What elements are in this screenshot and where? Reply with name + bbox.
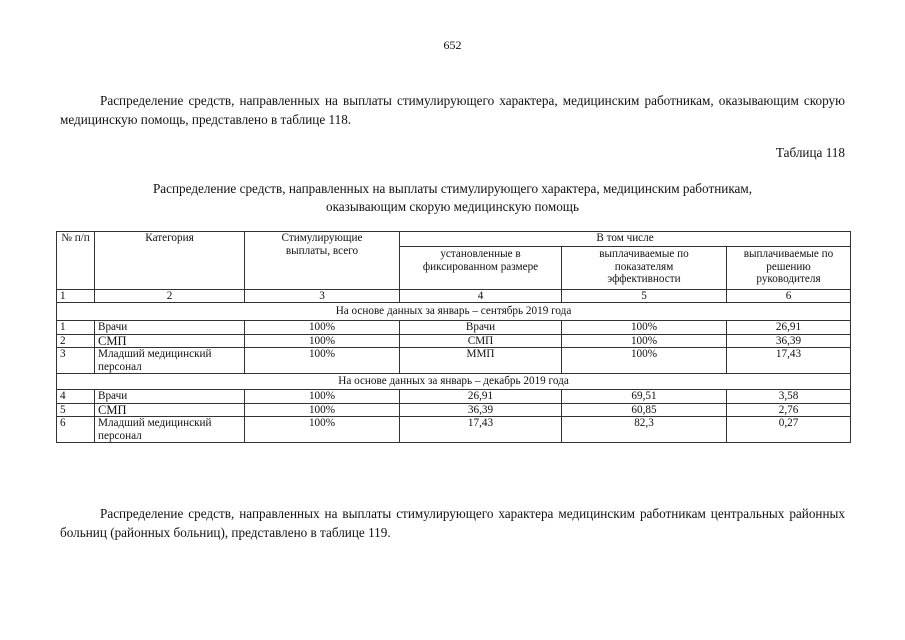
table-row [57, 403, 851, 417]
intro-paragraph: Распределение средств, направленных на выплаты стимулирующего характера, медицинским работникам, оказывающим скорую медицинскую помощь, представлено в таблице 118. [60, 93, 845, 127]
cell-category: Младший медицинский персонал [95, 417, 245, 443]
table-row [57, 417, 851, 443]
cell-manager: 26,91 [727, 320, 851, 334]
section-label: На основе данных за январь – сентябрь 2019 года [57, 303, 851, 321]
table-row [57, 389, 851, 403]
header-fixed: установленные в фиксированном размере [400, 247, 562, 290]
cell-fixed: 26,91 [400, 389, 562, 403]
closing-paragraph: Распределение средств, направленных на выплаты стимулирующего характера медицинским работникам центральных районных больниц (районных больниц), представлено в таблице 119. [60, 506, 845, 540]
cell-no: 3 [57, 348, 95, 374]
cell-fixed: Врачи [400, 320, 562, 334]
cell-total: 100% [245, 320, 400, 334]
header-manager: выплачиваемые по решению руководителя [727, 247, 851, 290]
header-category: Категория [95, 232, 245, 290]
table-title-line2: оказывающим скорую медицинскую помощь [326, 199, 579, 214]
cell-performance: 100% [562, 348, 727, 374]
header-including: В том числе [400, 232, 851, 247]
cell-no: 4 [57, 389, 95, 403]
cell-manager: 0,27 [727, 417, 851, 443]
table-label: Таблица 118 [775, 145, 845, 160]
cell-performance: 100% [562, 334, 727, 348]
cell-fixed: 36,39 [400, 403, 562, 417]
cell-performance: 60,85 [562, 403, 727, 417]
col-num: 2 [95, 289, 245, 303]
header-performance: выплачиваемые по показателям эффективности [562, 247, 727, 290]
table-body [57, 289, 851, 443]
section-row [57, 374, 851, 390]
table-row [57, 320, 851, 334]
distribution-table [56, 231, 851, 443]
cell-no: 2 [57, 334, 95, 348]
header-no: № п/п [57, 232, 95, 290]
cell-no: 6 [57, 417, 95, 443]
col-num: 4 [400, 289, 562, 303]
section-row [57, 303, 851, 321]
header-total: Стимулирующие выплаты, всего [245, 232, 400, 290]
cell-total: 100% [245, 403, 400, 417]
cell-manager: 36,39 [727, 334, 851, 348]
cell-category: Врачи [95, 389, 245, 403]
col-num: 3 [245, 289, 400, 303]
page-number: 652 [443, 38, 462, 52]
header-row [57, 232, 851, 247]
cell-manager: 2,76 [727, 403, 851, 417]
cell-no: 5 [57, 403, 95, 417]
cell-category: Врачи [95, 320, 245, 334]
cell-total: 100% [245, 334, 400, 348]
cell-category: СМП [95, 403, 245, 417]
cell-manager: 3,58 [727, 389, 851, 403]
col-num: 5 [562, 289, 727, 303]
cell-category: Младший медицинский персонал [95, 348, 245, 374]
cell-total: 100% [245, 389, 400, 403]
column-number-row [57, 289, 851, 303]
table-title-line1: Распределение средств, направленных на выплаты стимулирующего характера, медицинским работникам, [152, 181, 753, 196]
cell-performance: 69,51 [562, 389, 727, 403]
cell-fixed: СМП [400, 334, 562, 348]
cell-performance: 100% [562, 320, 727, 334]
cell-manager: 17,43 [727, 348, 851, 374]
cell-fixed: ММП [400, 348, 562, 374]
cell-no: 1 [57, 320, 95, 334]
col-num: 6 [727, 289, 851, 303]
table-title [60, 180, 845, 216]
section-label: На основе данных за январь – декабрь 2019 года [57, 374, 851, 390]
cell-fixed: 17,43 [400, 417, 562, 443]
cell-category: СМП [95, 334, 245, 348]
table-row [57, 348, 851, 374]
cell-performance: 82,3 [562, 417, 727, 443]
col-num: 1 [57, 289, 95, 303]
cell-total: 100% [245, 348, 400, 374]
table-row [57, 334, 851, 348]
cell-total: 100% [245, 417, 400, 443]
